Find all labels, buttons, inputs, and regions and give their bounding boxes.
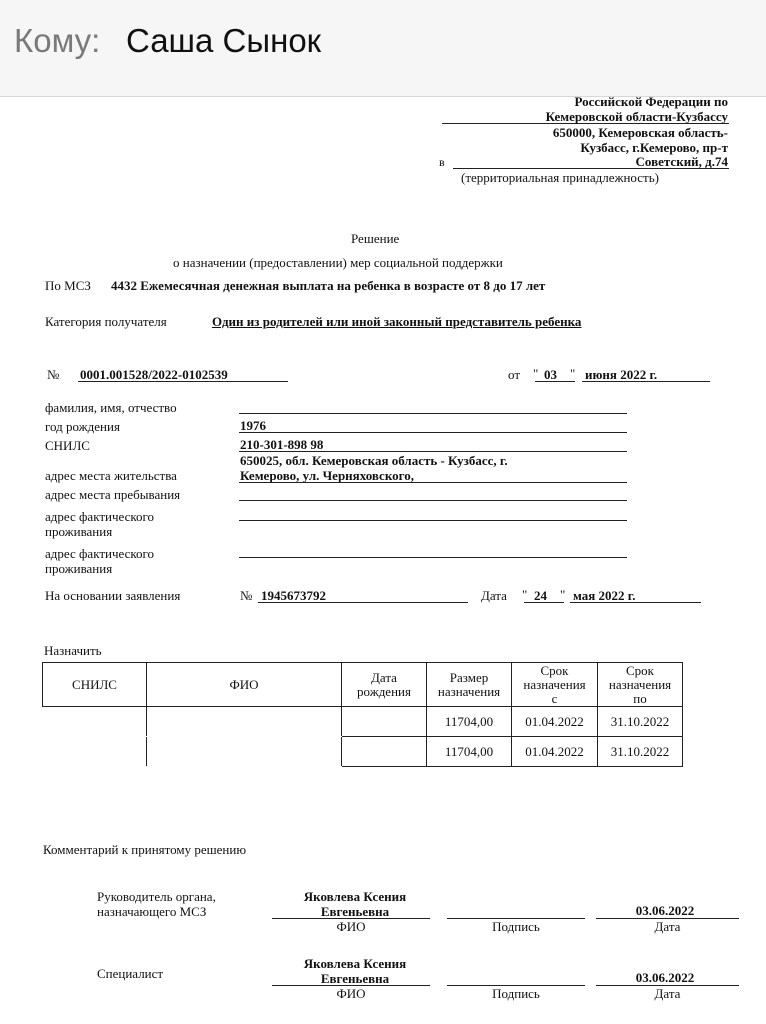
to-label: Кому: — [14, 22, 101, 59]
basis-no-value: 1945673792 — [261, 588, 326, 603]
addr-fact1-line — [239, 520, 627, 521]
fio-label: фамилия, имя, отчество — [45, 400, 177, 415]
basis-rest: мая 2022 г. — [573, 588, 636, 603]
basis-label: На основании заявления — [45, 588, 181, 603]
msz-label: По МСЗ — [45, 278, 91, 293]
th-to — [598, 663, 683, 707]
th-birth-a: Дата — [371, 669, 397, 685]
th-snils: СНИЛС — [43, 663, 147, 707]
doc-subtitle: о назначении (предоставлении) мер социальной поддержки — [173, 255, 503, 270]
spec-name-b: Евгеньевна — [320, 971, 390, 986]
date-quote-open: " — [533, 366, 539, 381]
org-underline2 — [453, 168, 729, 169]
spec-date-caption: Дата — [654, 986, 681, 1001]
th-size-b: назначения — [437, 683, 501, 699]
addr-fact2-label-a: адрес фактического — [45, 546, 155, 561]
number-label: № — [47, 367, 60, 382]
basis-day: 24 — [534, 588, 547, 603]
category-label: Категория получателя — [45, 314, 167, 329]
birth-year-line — [239, 432, 627, 433]
spec-date: 03.06.2022 — [635, 970, 695, 985]
basis-date-label: Дата — [481, 588, 507, 603]
snils-label: СНИЛС — [45, 438, 90, 453]
cell-birth — [342, 707, 427, 737]
cell-fio — [147, 707, 342, 737]
basis-no-underline — [258, 602, 468, 603]
table-row — [43, 707, 683, 737]
birth-year-label: год рождения — [45, 419, 120, 434]
addr-stay-label: адрес места пребывания — [45, 487, 181, 502]
addr-fact2-line — [239, 557, 627, 558]
head-name-b: Евгеньевна — [320, 904, 390, 919]
spec-label: Специалист — [97, 966, 164, 981]
addr-fact2-label-b: проживания — [45, 561, 113, 576]
addr-fact1-label-b: проживания — [45, 524, 113, 539]
cell-from: 01.04.2022 — [512, 707, 598, 737]
cell-amount: 11704,00 — [427, 737, 512, 767]
org-prefix: в — [439, 155, 445, 169]
basis-day-underline — [524, 602, 564, 603]
org-line4: Кузбасс, г.Кемерово, пр-т — [580, 140, 728, 155]
date-from-label: от — [508, 367, 521, 382]
head-label-b: назначающего МСЗ — [97, 904, 207, 919]
number-underline — [78, 381, 288, 382]
table-header-row — [43, 663, 683, 707]
th-from-c: с — [551, 690, 558, 706]
date-day-underline — [535, 381, 575, 382]
org-line5: Советский, д.74 — [635, 154, 728, 169]
basis-quote-close: " — [560, 587, 566, 602]
th-to-b: назначения — [608, 676, 672, 692]
spec-sign-caption: Подпись — [492, 986, 540, 1001]
assignment-table — [42, 662, 683, 767]
spec-fio-caption: ФИО — [336, 986, 366, 1001]
head-date-caption: Дата — [654, 919, 681, 934]
head-sign-caption: Подпись — [492, 919, 540, 934]
org-line2: Кемеровской области-Кузбассу — [545, 109, 728, 124]
cell-birth — [342, 737, 427, 767]
org-line3: 650000, Кемеровская область- — [552, 125, 728, 140]
addr-fact1-label-a: адрес фактического — [45, 509, 155, 524]
date-rest: июня 2022 г. — [585, 367, 658, 382]
message-header — [0, 0, 766, 97]
head-name-a: Яковлева Ксения — [303, 889, 407, 904]
head-date: 03.06.2022 — [635, 903, 695, 918]
table-row — [43, 737, 683, 767]
date-day: 03 — [544, 367, 557, 382]
cell-to: 31.10.2022 — [598, 737, 683, 767]
th-from-a: Срок — [540, 662, 569, 678]
fio-line — [239, 413, 627, 414]
addr-reg-line1: 650025, обл. Кемеровская область - Кузбасс, г. — [240, 453, 508, 468]
doc-title: Решение — [351, 231, 400, 246]
addr-reg-line2: Кемерово, ул. Черняховского, — [240, 468, 414, 483]
cell-from: 01.04.2022 — [512, 737, 598, 767]
cell-fio — [147, 737, 342, 767]
th-size — [427, 663, 512, 707]
th-from — [512, 663, 598, 707]
basis-rest-underline — [570, 602, 701, 603]
cell-snils — [43, 707, 147, 737]
org-caption: (территориальная принадлежность) — [461, 170, 659, 185]
head-fio-caption: ФИО — [336, 919, 366, 934]
addr-stay-line — [239, 500, 627, 501]
snils-value: 210-301-898 98 — [240, 437, 324, 452]
cell-amount: 11704,00 — [427, 707, 512, 737]
number-value: 0001.001528/2022-0102539 — [80, 367, 228, 382]
head-label-a: Руководитель органа, — [97, 889, 216, 904]
category-value: Один из родителей или иной законный представитель ребенка — [212, 314, 582, 329]
th-from-b: назначения — [523, 676, 586, 692]
addr-reg-line — [239, 482, 627, 483]
date-rest-underline — [582, 381, 710, 382]
msz-value: 4432 Ежемесячная денежная выплата на ребенка в возрасте от 8 до 17 лет — [111, 278, 546, 293]
org-underline — [442, 123, 729, 124]
snils-line — [239, 451, 627, 452]
addr-reg-label: адрес места жительства — [45, 468, 177, 483]
org-line1: Российской Федерации по — [574, 94, 728, 109]
th-size-a: Размер — [449, 669, 489, 685]
th-birth-b: рождения — [357, 683, 411, 699]
basis-quote-open: " — [522, 587, 528, 602]
spec-name-a: Яковлева Ксения — [303, 956, 407, 971]
recipient-name[interactable]: Саша Сынок — [126, 22, 322, 59]
th-to-a: Срок — [626, 662, 654, 678]
assign-label: Назначить — [44, 643, 102, 658]
cell-snils — [43, 737, 147, 767]
cell-to: 31.10.2022 — [598, 707, 683, 737]
th-fio: ФИО — [147, 663, 342, 707]
birth-year-value: 1976 — [240, 418, 266, 433]
basis-no-label: № — [240, 588, 253, 603]
comment-label: Комментарий к принятому решению — [43, 842, 247, 857]
th-birth — [342, 663, 427, 707]
th-to-c: по — [633, 690, 647, 706]
date-quote-close: " — [570, 366, 576, 381]
